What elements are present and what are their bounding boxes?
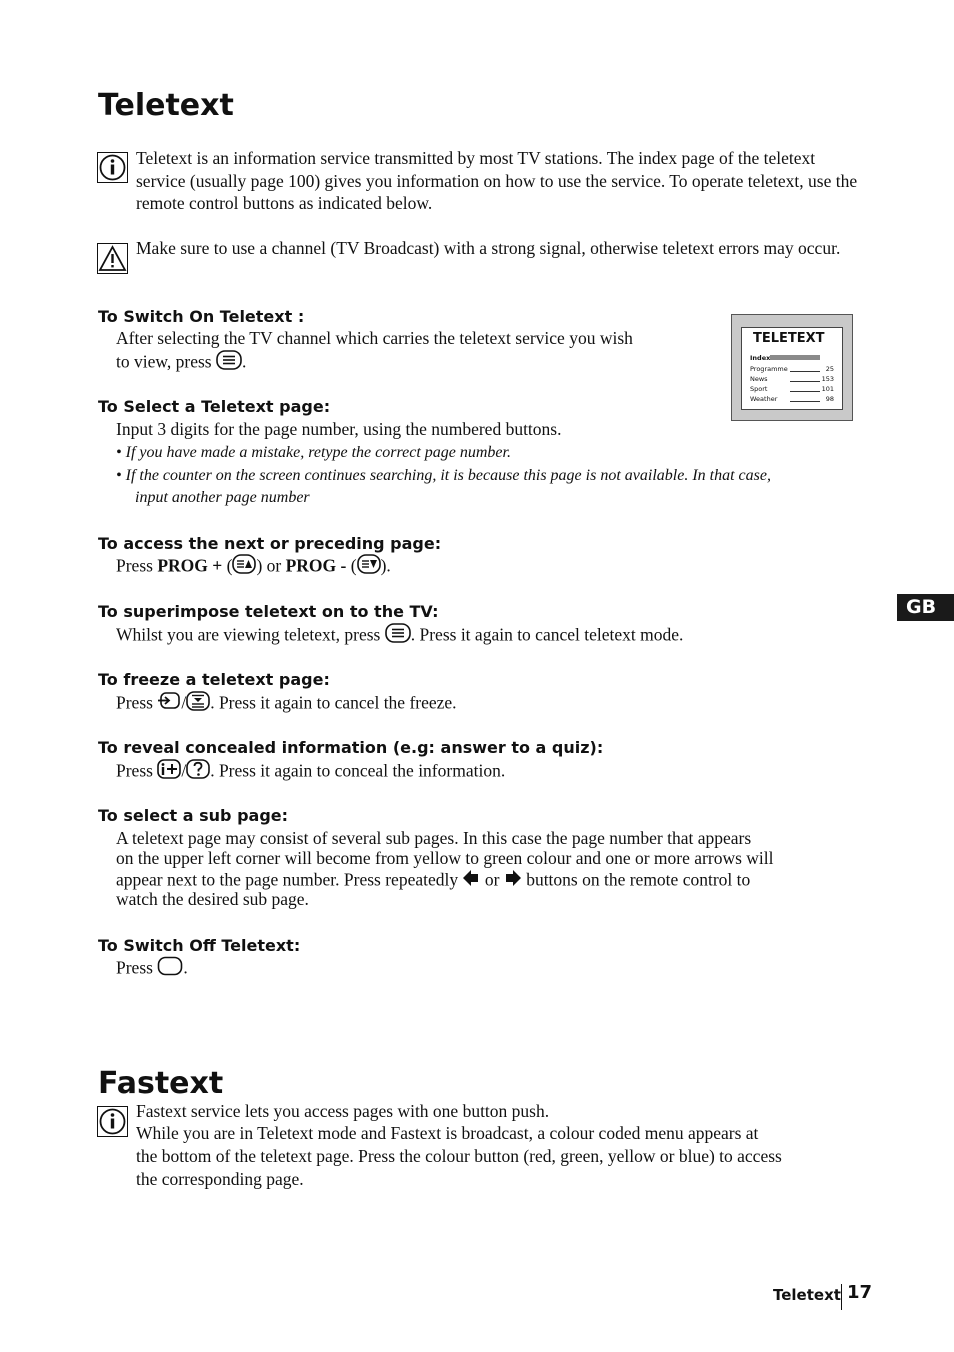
footer-divider: [841, 1284, 842, 1310]
fastext-title: Fastext: [98, 1066, 224, 1101]
press-text: Press: [116, 692, 153, 713]
superimpose-after: . Press it again to cancel teletext mode.: [410, 624, 684, 645]
switch-off-heading: To Switch Off Teletext:: [98, 936, 301, 955]
switch-on-line2: [116, 351, 246, 376]
prog-up-icon: [232, 554, 256, 579]
press-text: Press: [116, 555, 153, 576]
bullet-2: [116, 465, 771, 487]
sub-page-line1: A teletext page may consist of several sub pages. In this case the page number that appears: [116, 828, 752, 848]
footer-section: Teletext: [773, 1286, 841, 1304]
press-text: Press: [116, 957, 153, 978]
bullet-2-text: If the counter on the screen continues searching, it is because this page is not available. In that case,: [125, 467, 771, 484]
bullet-2-continued: input another page number: [135, 489, 310, 506]
superimpose-heading: To superimpose teletext on to the TV:: [98, 602, 439, 621]
freeze-after: . Press it again to cancel the freeze.: [210, 692, 457, 713]
question-icon: [186, 759, 210, 784]
freeze-heading: To freeze a teletext page:: [98, 670, 330, 689]
page-number: 17: [847, 1282, 873, 1303]
switch-on-text: to view, press: [116, 351, 212, 372]
prog-plus-label: PROG +: [157, 555, 223, 576]
switch-off-line: Press .: [116, 957, 188, 982]
teletext-button-icon: [216, 350, 242, 375]
switch-on-line1: After selecting the TV channel which carries the teletext service you wish: [116, 328, 633, 348]
right-arrow-icon: [504, 868, 522, 893]
reveal-after: . Press it again to conceal the information.: [210, 760, 506, 781]
bullet-mark: •: [116, 467, 122, 484]
tv-button-icon: [157, 956, 183, 981]
warning-note: Make sure to use a channel (TV Broadcast) with a strong signal, otherwise teletext errors may occur.: [136, 238, 841, 258]
select-page-text: Input 3 digits for the page number, using the numbered buttons.: [116, 419, 562, 439]
fastext-line4: the corresponding page.: [136, 1169, 304, 1189]
sub-page-heading: To select a sub page:: [98, 806, 289, 825]
reveal-line: Press / . Press it again to conceal the information.: [116, 760, 505, 785]
screen-title: TELETEXT: [753, 331, 825, 346]
switch-on-end: .: [241, 351, 247, 372]
reveal-icon: [157, 759, 181, 784]
fastext-line1: Fastext service lets you access pages with one button push.: [136, 1101, 550, 1121]
press-text: Press: [116, 760, 153, 781]
fastext-line3: the bottom of the teletext page. Press the colour button (red, green, yellow or blue) to access: [136, 1146, 782, 1166]
bullet-mark: •: [116, 444, 122, 461]
bullet-1: [116, 442, 511, 464]
language-tab: GB: [897, 594, 954, 621]
next-page-line: Press PROG + ( ) or PROG - ( ).: [116, 555, 391, 580]
freeze-line: Press / . Press it again to cancel the freeze.: [116, 692, 457, 717]
superimpose-line: [116, 624, 683, 649]
sub-page-line4: watch the desired sub page.: [116, 889, 309, 909]
sub-page-line2: on the upper left corner will become from yellow to green colour and one or more arrows will: [116, 848, 774, 868]
teletext-button-icon: [385, 623, 411, 648]
warning-icon: [97, 243, 128, 274]
teletext-screen-illustration: TELETEXT Index Programme 25 News 153 Sport 101 Weather 98: [731, 314, 853, 421]
screen-index-label: Index: [750, 354, 771, 362]
info-icon: [97, 1106, 128, 1137]
bullet-1-text: If you have made a mistake, retype the correct page number.: [125, 444, 511, 461]
info-icon: [97, 152, 128, 183]
next-page-heading: To access the next or preceding page:: [98, 534, 442, 553]
freeze-icon: [157, 691, 181, 716]
left-arrow-icon: [462, 868, 480, 893]
fastext-line2: While you are in Teletext mode and Fastext is broadcast, a colour coded menu appears at: [136, 1123, 759, 1143]
page-title: Teletext: [98, 88, 234, 123]
switch-on-heading: To Switch On Teletext :: [98, 307, 305, 326]
index-bar: [770, 355, 820, 360]
reveal-heading: To reveal concealed information (e.g: answer to a quiz):: [98, 738, 604, 757]
select-page-heading: To Select a Teletext page:: [98, 397, 331, 416]
prog-minus-label: PROG -: [285, 555, 347, 576]
prog-down-icon: [357, 554, 381, 579]
sub-page-line3: appear next to the page number. Press repeatedly or buttons on the remote control to: [116, 869, 750, 894]
info-note: Teletext is an information service transmitted by most TV stations. The index page of the teletext service (usually page 100) gives you information on how to use the service. To operate teletext, use the remote control buttons as indicated below.: [136, 148, 858, 214]
hold-icon: [186, 691, 210, 716]
superimpose-text: Whilst you are viewing teletext, press: [116, 624, 381, 645]
